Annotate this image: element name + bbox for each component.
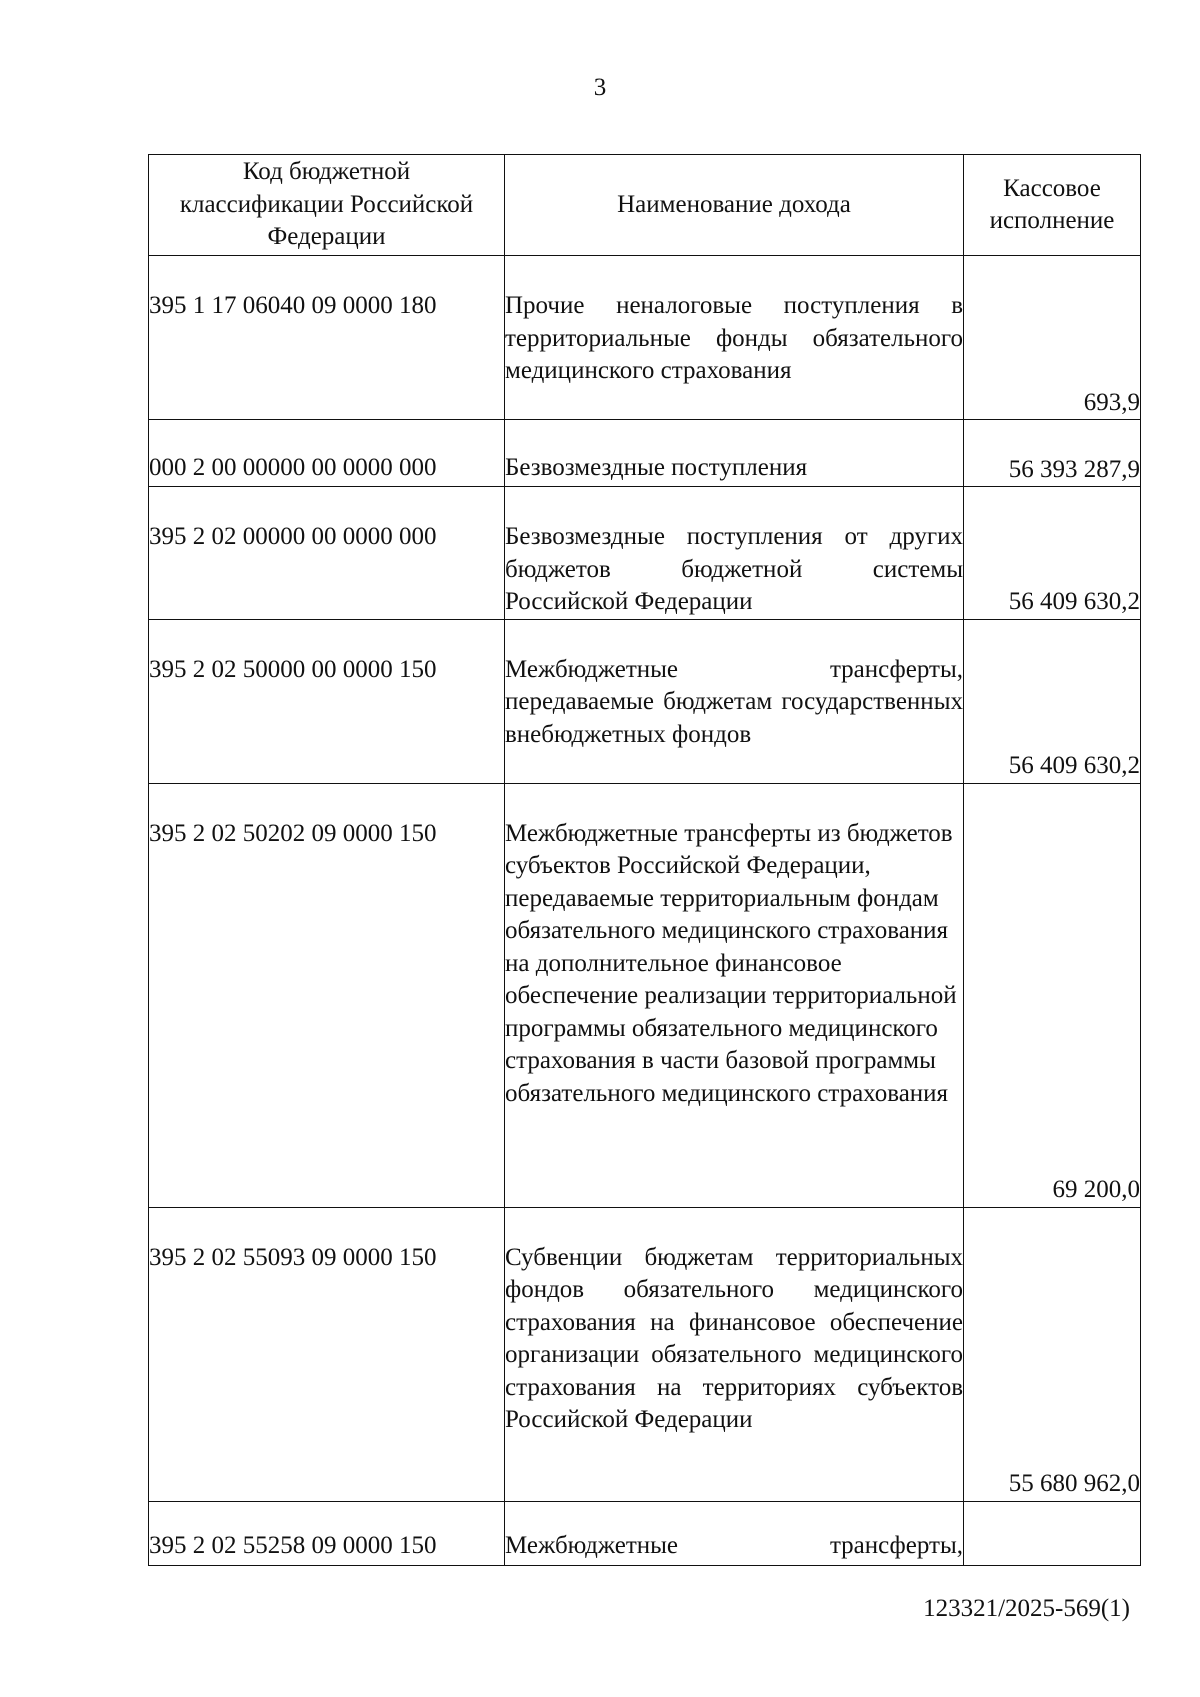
- row-code: 395 1 17 06040 09 0000 180: [149, 256, 505, 420]
- row-code: 395 2 02 50202 09 0000 150: [149, 783, 505, 1207]
- page-number: 3: [593, 74, 607, 101]
- row-amount: 69 200,0: [964, 783, 1141, 1207]
- row-name: Субвенции бюджетам территориальных фондов обязательного медицинского страхования на финансовое обеспечение организации обязательного медицинского страхования на территориях субъектов Российской Федерации: [505, 1207, 964, 1501]
- row-name: Межбюджетные трансферты из бюджетов субъектов Российской Федерации, передаваемые территориальным фондам обязательного медицинского страхования на дополнительное финансовое обеспечение реализации территориальной программы обязательного медицинского страхования в части базовой программы обязательного медицинского страхования: [505, 783, 964, 1207]
- table-row: [149, 619, 1141, 783]
- row-code: 395 2 02 55093 09 0000 150: [149, 1207, 505, 1501]
- row-code: 395 2 02 55258 09 0000 150: [149, 1501, 505, 1565]
- document-number: 123321/2025-569(1): [923, 1595, 1130, 1622]
- header-code: Код бюджетной классификации Российской Федерации: [149, 155, 505, 256]
- header-amount: Кассовое исполнение: [964, 155, 1141, 256]
- table-row: [149, 1501, 1141, 1565]
- row-code: 395 2 02 00000 00 0000 000: [149, 487, 505, 620]
- row-amount: 693,9: [964, 256, 1141, 420]
- row-amount: 56 409 630,2: [964, 619, 1141, 783]
- table-row: [149, 256, 1141, 420]
- row-name: Межбюджетные трансферты, передаваемые бюджетам государственных внебюджетных фондов: [505, 619, 964, 783]
- row-amount: [964, 1501, 1141, 1565]
- row-name: Безвозмездные поступления: [505, 420, 964, 487]
- row-name: Безвозмездные поступления от других бюджетов бюджетной системы Российской Федерации: [505, 487, 964, 620]
- table-row: [149, 420, 1141, 487]
- table-header-row: [149, 155, 1141, 256]
- table-row: [149, 1207, 1141, 1501]
- table-row: [149, 783, 1141, 1207]
- row-amount: 56 393 287,9: [964, 420, 1141, 487]
- table-row: [149, 487, 1141, 620]
- row-amount: 56 409 630,2: [964, 487, 1141, 620]
- row-name: Прочие неналоговые поступления в территориальные фонды обязательного медицинского страхования: [505, 256, 964, 420]
- row-code: 000 2 00 00000 00 0000 000: [149, 420, 505, 487]
- row-amount: 55 680 962,0: [964, 1207, 1141, 1501]
- row-code: 395 2 02 50000 00 0000 150: [149, 619, 505, 783]
- header-name: Наименование дохода: [505, 155, 964, 256]
- income-table: [148, 154, 1141, 1566]
- row-name: Межбюджетные трансферты,: [505, 1501, 964, 1565]
